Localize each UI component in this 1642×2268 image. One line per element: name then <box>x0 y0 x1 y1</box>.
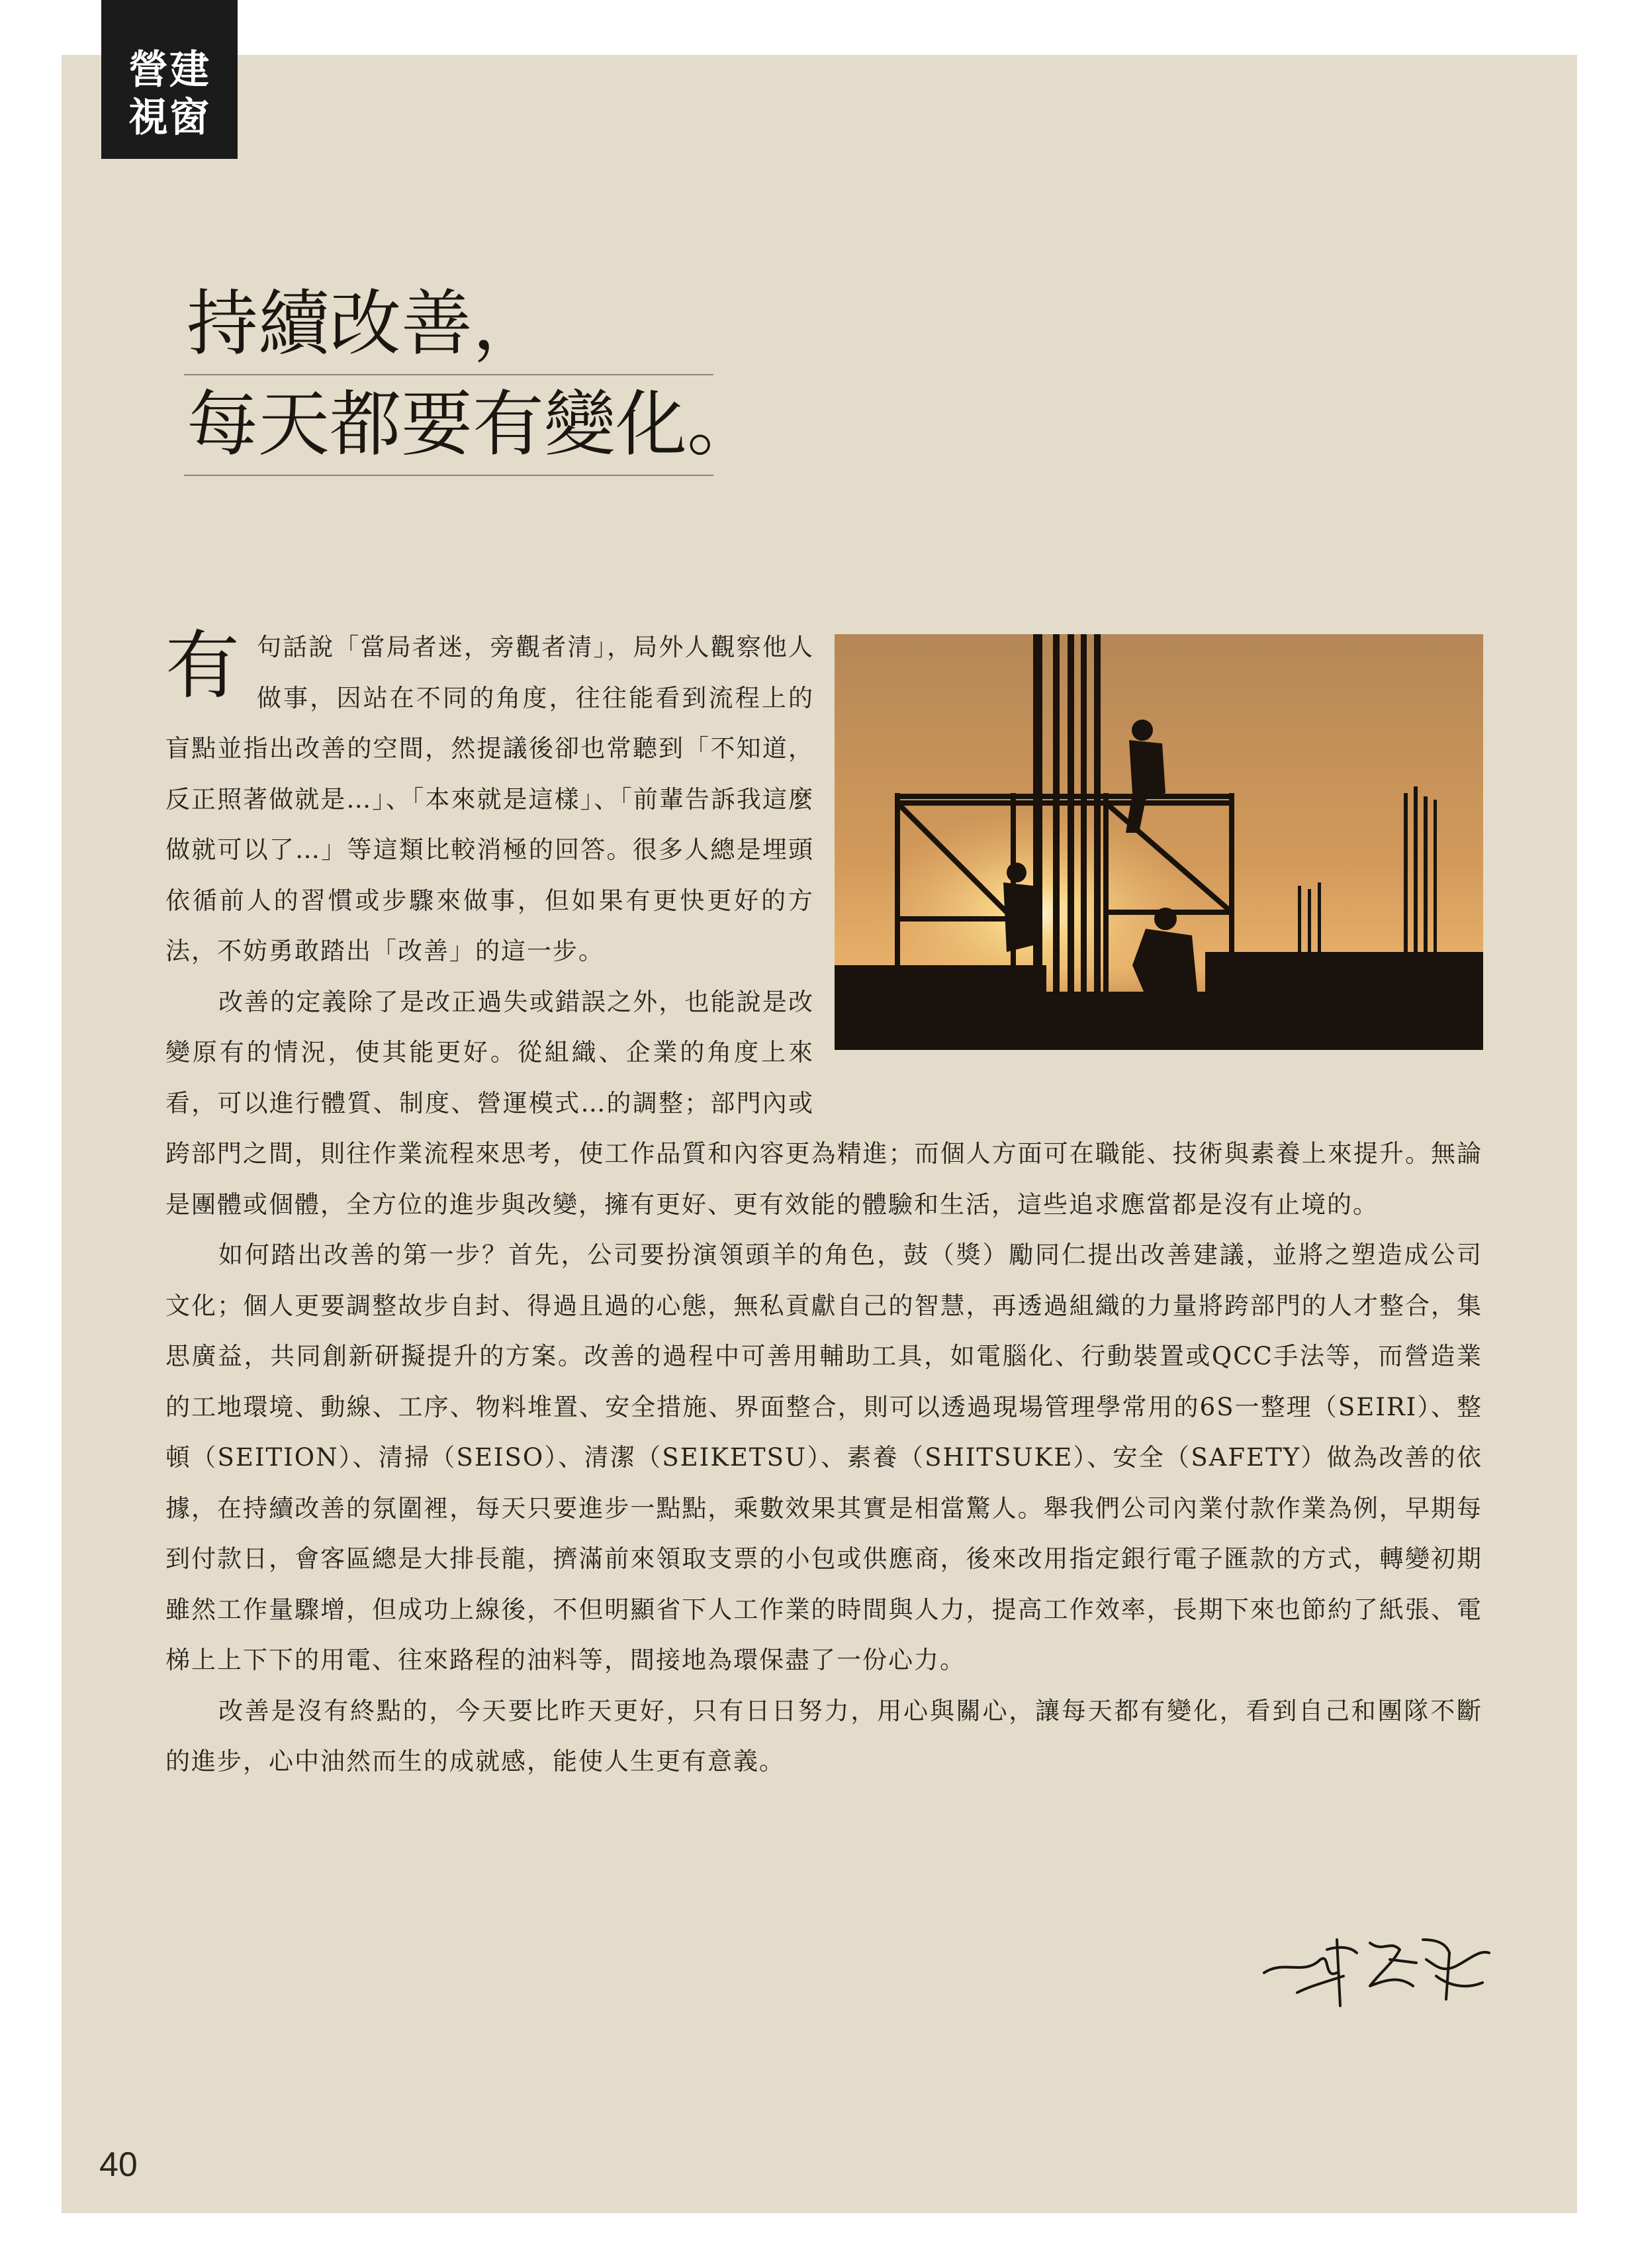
author-signature <box>1257 1913 1496 2026</box>
article-title <box>184 275 759 476</box>
section-tab-line1: 營建 <box>128 47 210 93</box>
photo-spacer <box>814 622 1482 1102</box>
title-line-1: 持續改善， <box>184 275 713 375</box>
drop-cap: 有 <box>165 623 241 709</box>
section-tab-line2: 視窗 <box>128 95 210 141</box>
section-tab <box>101 0 238 159</box>
title-line-2: 每天都要有變化。 <box>184 375 713 476</box>
paragraph-1-text: 句話說「當局者迷，旁觀者清」，局外人觀察他人做事，因站在不同的角度，往往能看到流程上的盲點並指出改善的空間，然提議後卻也常聽到「不知道，反正照著做就是…」、「本來就是這樣」、「前輩告訴我這麼做就可以了…」等這類比較消極的回答。很多人總是埋頭依循前人的習慣或步驟來做事，但如果有更快更好的方法，不妨勇敢踏出「改善」的這一步。 <box>165 633 814 965</box>
paragraph-2: 改善的定義除了是改正過失或錯誤之外，也能說是改變原有的情況，使其能更好。從組織、企業的角度上來看，可以進行體質、制度、營運模式…的調整；部門內或跨部門之間，則往作業流程來思考，使工作品質和內容更為精進；而個人方面可在職能、技術與素養上來提升。無論是團體或個體，全方位的進步與改變，擁有更好、更有效能的體驗和生活，這些追求應當都是沒有止境的。 <box>165 987 1482 1219</box>
page-number: 40 <box>99 2146 138 2184</box>
handwritten-signature-icon <box>1257 1913 1496 2026</box>
paragraph-4: 改善是沒有終點的，今天要比昨天更好，只有日日努力，用心與關心，讓每天都有變化，看到自己和團隊不斷的進步，心中油然而生的成就感，能使人生更有意義。 <box>165 1696 1482 1775</box>
paragraph-3: 如何踏出改善的第一步？首先，公司要扮演領頭羊的角色，鼓（獎）勵同仁提出改善建議，並將之塑造成公司文化；個人更要調整故步自封、得過且過的心態，無私貢獻自己的智慧，再透過組織的力量將跨部門的人才整合，集思廣益，共同創新研擬提升的方案。改善的過程中可善用輔助工具，如電腦化、行動裝置或QCC手法等，而營造業的工地環境、動線、工序、物料堆置、安全措施、界面整合，則可以透過現場管理學常用的6S一整理（SEIRI）、整頓（SEITION）、清掃（SEISO）、清潔（SEIKETSU）、素養（SHITSUKE）、安全（SAFETY）做為改善的依據，在持續改善的氛圍裡，每天只要進步一點點，乘數效果其實是相當驚人。舉我們公司內業付款作業為例，早期每到付款日，會客區總是大排長龍，擠滿前來領取支票的小包或供應商，後來改用指定銀行電子匯款的方式，轉變初期雖然工作量驟增，但成功上線後，不但明顯省下人工作業的時間與人力，提高工作效率，長期下來也節約了紙張、電梯上上下下的用電、往來路程的油料等，間接地為環保盡了一份心力。 <box>165 1241 1482 1674</box>
article-body <box>165 622 1482 1787</box>
